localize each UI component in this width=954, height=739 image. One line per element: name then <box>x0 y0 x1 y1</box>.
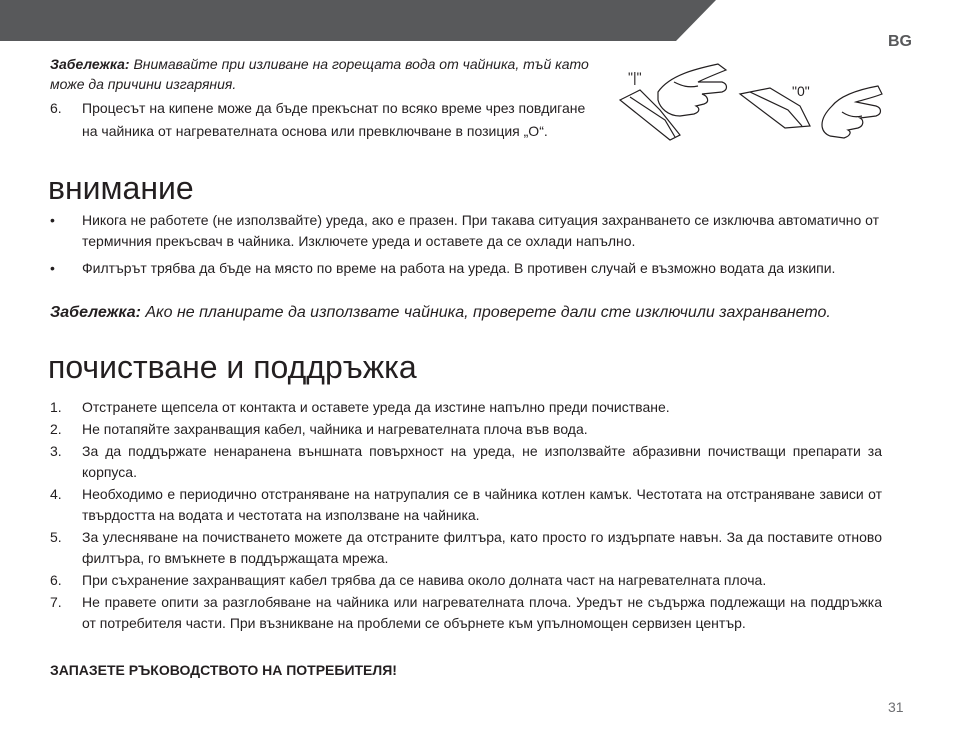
section-title-warning: внимание <box>48 170 194 206</box>
bullet-marker: • <box>50 212 55 228</box>
cleaning-step <box>50 527 882 569</box>
note-hot-water <box>50 54 600 94</box>
note-label: Забележка: <box>50 56 130 72</box>
cleaning-step <box>50 419 882 440</box>
warning-text: Филтърът трябва да бъде на място по време на работа на уреда. В противен случай е възможно водата да изкипи. <box>82 260 836 276</box>
save-manual-note: ЗАПАЗЕТЕ РЪКОВОДСТВОТО НА ПОТРЕБИТЕЛЯ! <box>50 662 397 678</box>
step-text: За улесняване на почистването можете да отстраните филтъра, като просто го издърпате навън. За да поставите отново филтъра, го вмъкнете в поддържащата мрежа. <box>82 529 882 566</box>
cleaning-step <box>50 397 882 418</box>
switch-illustration <box>610 60 890 150</box>
page-number: 31 <box>888 699 904 715</box>
bullet-marker: • <box>50 260 55 276</box>
section-title-cleaning: почистване и поддръжка <box>48 349 417 385</box>
step-6-interrupt <box>50 97 602 143</box>
cleaning-step <box>50 592 882 634</box>
step-text: За да поддържате ненаранена външната повърхност на уреда, не използвайте абразивни почистващи препарати за корпуса. <box>82 443 882 480</box>
step-number: 3. <box>50 443 62 459</box>
step-text: При съхранение захранващият кабел трябва да се навива около долната част на нагревателната плоча. <box>82 572 767 588</box>
note-power <box>50 301 882 324</box>
step-number: 5. <box>50 529 62 545</box>
note-label: Забележка: <box>50 304 141 321</box>
switch-off-figure <box>740 86 882 138</box>
step-number: 4. <box>50 486 62 502</box>
cleaning-step <box>50 441 882 483</box>
step-number: 1. <box>50 399 62 415</box>
cleaning-list <box>50 397 882 635</box>
warning-item <box>50 210 882 252</box>
cleaning-step <box>50 570 882 591</box>
warning-item <box>50 258 882 279</box>
step-text: Необходимо е периодично отстраняване на натрупалия се в чайника котлен камък. Честотата на отстраняване зависи от твърдостта на водата и честотата на използване на чайника. <box>82 486 882 523</box>
header-bar <box>0 0 716 41</box>
warning-text: Никога не работете (не използвайте) уреда, ако е празен. При такава ситуация захранването се изключва автоматично от термичния прекъсвач в чайника. Изключете уреда и оставете да се охлади напълно. <box>82 212 880 249</box>
note-text: Внимавайте при изливане на горещата вода от чайника, тъй като може да причини изгаряния. <box>50 56 589 92</box>
step-text: Отстранете щепсела от контакта и оставете уреда да изстине напълно преди почистване. <box>82 399 670 415</box>
step-text: Процесът на кипене може да бъде прекъснат по всяко време чрез повдигане на чайника от нагревателната основа или превключване в позиция „О“. <box>82 100 586 139</box>
cleaning-step <box>50 484 882 526</box>
step-text: Не правете опити за разглобяване на чайника или нагревателната плоча. Уредът не съдържа подлежащи на поддръжка от потребителя части. При възникване на проблеми се обърнете към упълномощен сервизен център. <box>82 594 882 631</box>
switch-off-label: "0" <box>792 83 810 99</box>
step-number: 2. <box>50 421 62 437</box>
step-number: 7. <box>50 594 62 610</box>
step-number: 6. <box>50 572 62 588</box>
note-text: Ако не планирате да използвате чайника, проверете дали сте изключили захранването. <box>140 304 831 321</box>
warning-list <box>50 210 882 285</box>
switch-on-label: "|" <box>628 69 642 85</box>
step-number: 6. <box>50 100 62 116</box>
language-code: BG <box>888 33 912 50</box>
step-text: Не потапяйте захранващия кабел, чайника и нагревателната плоча във вода. <box>82 421 588 437</box>
